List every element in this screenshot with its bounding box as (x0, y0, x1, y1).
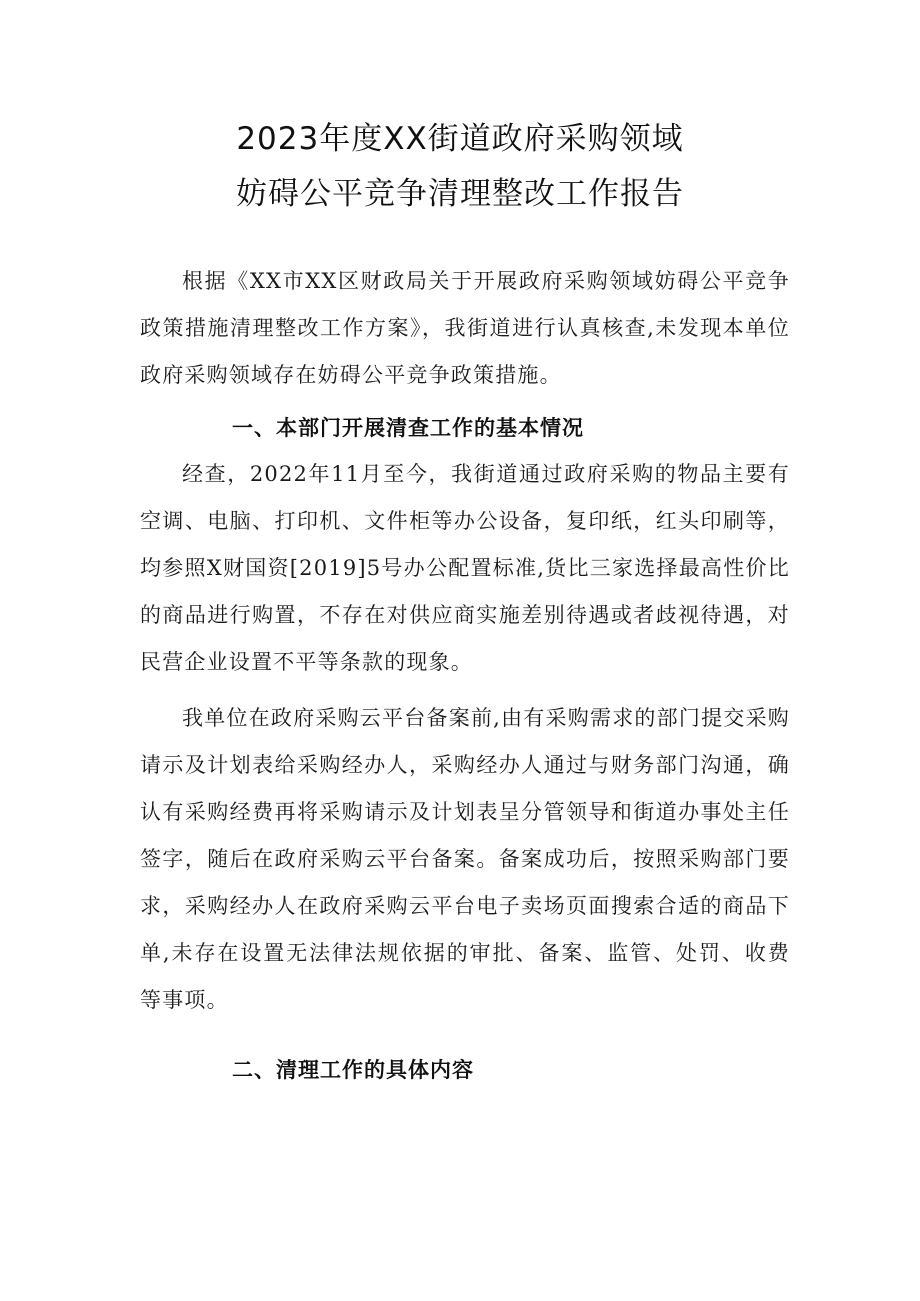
document-title-line-1: 2023年度XX街道政府采购领域 (236, 121, 684, 157)
section-1-heading: 一、本部门开展清查工作的基本情况 (232, 416, 584, 440)
document-title-line-2: 妨碍公平竞争清理整改工作报告 (236, 176, 684, 212)
section-1-paragraph-1: 经查，2022年11月至今，我街道通过政府采购的物品主要有空调、电脑、打印机、文件柜等办公设备，复印纸，红头印刷等，均参照X财国资[2019]5号办公配置标准,货比三家选择最高性价比的商品进行购置，不存在对供应商实施差别待遇或者歧视待遇，对民营企业设置不平等条款的现象。 (140, 462, 790, 674)
section-1-paragraph-2: 我单位在政府采购云平台备案前,由有采购需求的部门提交采购请示及计划表给采购经办人，采购经办人通过与财务部门沟通，确认有采购经费再将采购请示及计划表呈分管领导和街道办事处主任签字，随后在政府采购云平台备案。备案成功后，按照采购部门要求，采购经办人在政府采购云平台电子卖场页面搜索合适的商品下单,未存在设置无法律法规依据的审批、备案、监管、处罚、收费等事项。 (140, 706, 790, 1012)
section-2-heading: 二、清理工作的具体内容 (232, 1058, 474, 1082)
intro-paragraph: 根据《XX市XX区财政局关于开展政府采购领域妨碍公平竞争政策措施清理整改工作方案》，我街道进行认真核查,未发现本单位政府采购领域存在妨碍公平竞争政策措施。 (140, 269, 790, 387)
